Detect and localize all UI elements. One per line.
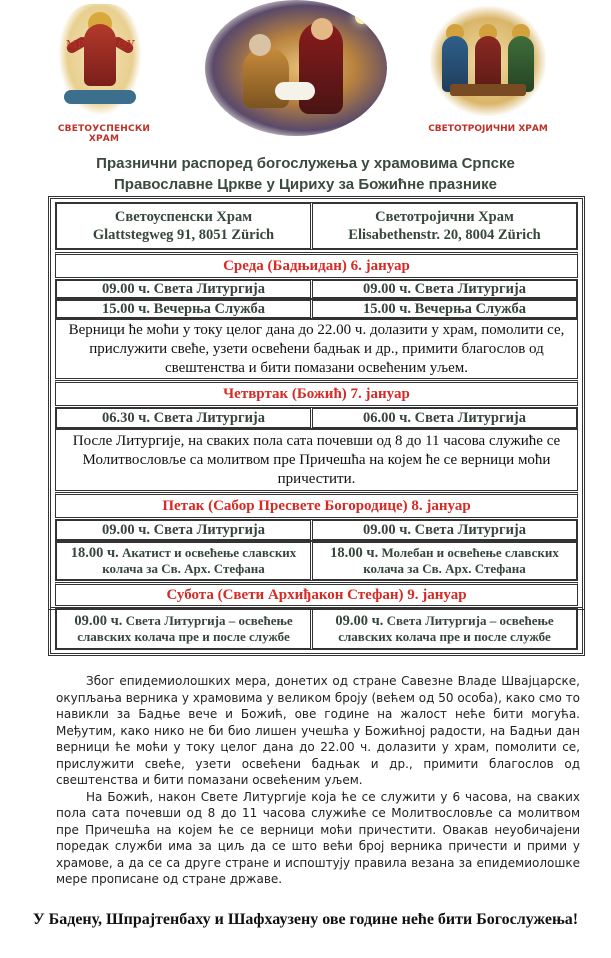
service-time: 09.00 ч. — [74, 613, 123, 629]
decor — [249, 34, 271, 56]
table-row — [55, 299, 578, 319]
service-cell: 09.00 ч. Света Литургија — [56, 280, 311, 298]
decor — [311, 18, 333, 40]
service-cell: 09.00 ч. Света Литургија — [56, 520, 311, 540]
church-header-row — [55, 202, 578, 250]
figure-icon — [84, 24, 116, 86]
service-cell — [312, 609, 577, 649]
day-note: После Литургије, на сваких пола сата почевши од 8 до 11 часова служиће се Молитвословље са молитвом пре Причешћа на којем ће се верници моћи причестити. — [55, 429, 578, 491]
star-icon — [355, 10, 369, 24]
right-church-name: Светотројични Храм — [375, 209, 514, 225]
service-cell: 06.00 ч. Света Литургија — [312, 408, 577, 428]
nativity-icon-image — [205, 0, 387, 136]
service-cell — [56, 542, 311, 580]
right-church-address: Elisabethenstr. 20, 8004 Zürich — [348, 227, 541, 243]
service-cell-text — [313, 545, 576, 577]
day-header: Субота (Свети Архиђакон Стефан) 9. јануар — [55, 582, 578, 606]
service-cell: 09.00 ч. Света Литургија — [312, 520, 577, 540]
closing-notice: У Бадену, Шпрајтенбаху и Шафхаузену ове године неће бити Богослужења! — [32, 911, 579, 928]
left-church-cell — [56, 203, 311, 249]
left-church-address: Glattstegweg 91, 8051 Zürich — [92, 227, 275, 243]
table-row — [55, 608, 578, 650]
right-church-caption: СВЕТОТРОЈИЧНИ ХРАМ — [428, 124, 548, 134]
header-images — [0, 0, 611, 148]
title-line-2: Православне Цркве у Цириху за Божићне празнике — [114, 176, 497, 193]
service-time: 09.00 ч. — [335, 613, 384, 629]
icon-inscription-b: ѲУ — [118, 38, 135, 51]
service-cell-text — [57, 613, 310, 645]
day-header: Среда (Бадњидан) 6. јануар — [55, 252, 578, 278]
schedule-table — [48, 196, 585, 610]
service-desc: Света Литургија – освећење славских колача пре и после служб​е — [338, 613, 554, 644]
table-row — [55, 407, 578, 429]
right-church-cell — [312, 203, 577, 249]
day-note: Верници ће моћи у току целог дана до 22.00 ч. долазити у храм, помолити се, прислужити свеће, узети освећени бадњак и др., примити благослов од свештенства и бити помазани освећеним уљем. — [55, 319, 578, 379]
service-cell — [56, 609, 311, 649]
service-cell: 06.30 ч. Света Литургија — [56, 408, 311, 428]
service-desc: Света Литургија – освећење славских колача пре и после службе — [77, 613, 293, 644]
service-time: 18.00 ч. — [70, 545, 119, 561]
table-row — [55, 541, 578, 581]
schedule-table-continued — [48, 604, 585, 656]
service-time: 18.00 ч. — [330, 545, 379, 561]
service-cell-text — [313, 613, 576, 645]
service-cell: 15.00 ч. Вечерња Служба — [312, 300, 577, 318]
service-cell — [312, 542, 577, 580]
table-row — [55, 279, 578, 299]
table-row — [55, 519, 578, 541]
paragraph-2: На Божић, након Свете Литургије која ће се служити у 6 часова, на сваких пола сата почевши од 8 до 11 часова служиће се Молитвословље са молитвом пре Причешћа на којем ће се верници моћи причестити. Овакав неуобичајени поредак служби има за циљ да се што већи број верника причести и прими у храмове, а да се са друге стране и испоштују правила везана за епидемиолошке мере прописане од стране државе. — [56, 789, 580, 886]
left-church-name: Светоуспенски Храм — [114, 209, 253, 225]
day-header: Четвртак (Божић) 7. јануар — [55, 380, 578, 406]
left-church-caption: СВЕТОУСПЕНСКИ ХРАМ — [57, 124, 151, 144]
decor — [275, 82, 315, 100]
decor — [450, 84, 526, 96]
announcement-body — [56, 673, 580, 888]
service-desc: Молебан и освећење славских колача за Св. Арх. Стефана — [363, 545, 559, 576]
service-cell: 15.00 ч. Вечерња Служба — [56, 300, 311, 318]
paragraph-1: Због епидемиолошких мера, донетих од стране Савезне Владе Швајцарске, окупљања верника у храмовима у великом броју (већем од 50 особа), како смо то навикли за Бадње вече и Божић, ове године на жалост неће бити могућа. Међутим, како нико не би био лишен учешћа у Божићној радости, на Бадњи дан верници ће моћи у току целог дана до 22.00 ч. долазити у храм, помолити се, прислужити свеће, узети освећени бадњак и др., примити благослов од свештенства и бити помазани освећеним уљем. — [56, 674, 580, 787]
service-cell: 09.00 ч. Света Литургија — [312, 280, 577, 298]
service-cell-text — [57, 545, 310, 577]
trinity-icon-image — [430, 6, 546, 116]
day-header: Петак (Сабор Пресвете Богородице) 8. јануар — [55, 492, 578, 518]
title-line-1: Празнични распоред богослужења у храмовима Српске — [96, 155, 515, 172]
icon-inscription-a: МР — [66, 38, 85, 51]
theotokos-icon-image — [58, 4, 142, 116]
page-title — [0, 153, 611, 195]
decor — [64, 90, 136, 104]
service-desc: Акатист и освећење славских колача за Св. Арх. Стефана — [102, 545, 297, 576]
